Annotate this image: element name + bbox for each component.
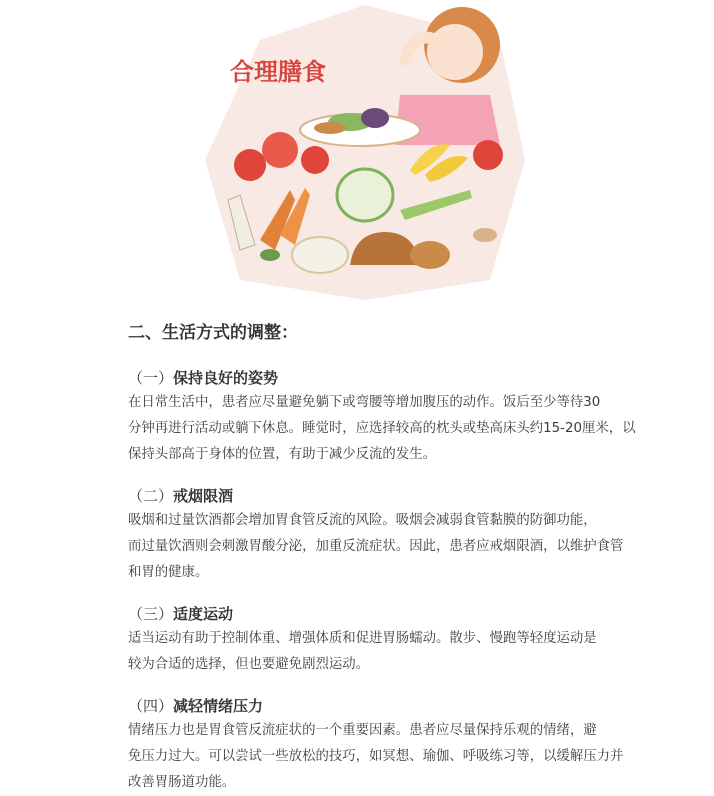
subsection-heading — [128, 484, 668, 508]
rice-bowl-icon — [292, 237, 348, 273]
nuts-icon — [473, 228, 497, 242]
subsection-heading-text: 戒烟限酒 — [173, 487, 234, 505]
girl-face-icon — [427, 24, 483, 80]
subsection-heading-text: 减轻情绪压力 — [173, 697, 264, 715]
paragraph-line: 改善胃肠道功能。 — [128, 775, 236, 790]
tomato-icon — [262, 132, 298, 168]
paragraph-line: 在日常生活中，患者应尽量避免躺下或弯腰等增加腹压的动作。饭后至少等待30 — [128, 395, 601, 410]
subsection-number: （四） — [128, 697, 174, 715]
apple-icon — [234, 149, 266, 181]
subsection-heading — [128, 694, 668, 718]
cabbage-icon — [337, 169, 393, 221]
subsection-heading-text: 适度运动 — [173, 605, 234, 623]
paragraph-line: 较为合适的选择，但也要避免剧烈运动。 — [128, 657, 370, 672]
paragraph-line: 吸烟和过量饮酒都会增加胃食管反流的风险。吸烟会减弱食管黏膜的防御功能， — [128, 513, 597, 528]
subsection-heading-text: 保持良好的姿势 — [173, 369, 279, 387]
subsection-smoking-alcohol — [128, 484, 668, 586]
paragraph-line: 保持头部高于身体的位置，有助于减少反流的发生。 — [128, 447, 436, 462]
subsection-number: （一） — [128, 369, 174, 387]
subsection-posture — [128, 366, 668, 468]
paragraph-line: 而过量饮酒则会刺激胃酸分泌，加重反流症状。因此，患者应戒烟限酒，以维护食管 — [128, 539, 624, 554]
balanced-diet-image — [200, 0, 530, 300]
beans-icon — [260, 249, 280, 261]
paragraph-line: 免压力过大。可以尝试一些放松的技巧，如冥想、瑜伽、呼吸练习等，以缓解压力并 — [128, 749, 624, 764]
subsection-heading — [128, 602, 668, 626]
paragraph-line: 情绪压力也是胃食管反流症状的一个重要因素。患者应尽量保持乐观的情绪，避 — [128, 723, 597, 738]
paragraph-line: 和胃的健康。 — [128, 565, 209, 580]
subsection-exercise — [128, 602, 668, 678]
subsection-number: （三） — [128, 605, 174, 623]
subsection-number: （二） — [128, 487, 174, 505]
paragraph-line: 适当运动有助于控制体重、增强体质和促进胃肠蠕动。散步、慢跑等轻度运动是 — [128, 631, 597, 646]
subsection-stress — [128, 694, 668, 796]
illustration-title: 合理膳食 — [230, 58, 326, 86]
section-title: 二、生活方式的调整： — [128, 323, 298, 343]
subsection-heading — [128, 366, 668, 390]
paragraph-line: 分钟再进行活动或躺下休息。睡觉时，应选择较高的枕头或垫高床头约15-20厘米，以 — [128, 421, 636, 436]
diet-illustration — [200, 0, 530, 300]
